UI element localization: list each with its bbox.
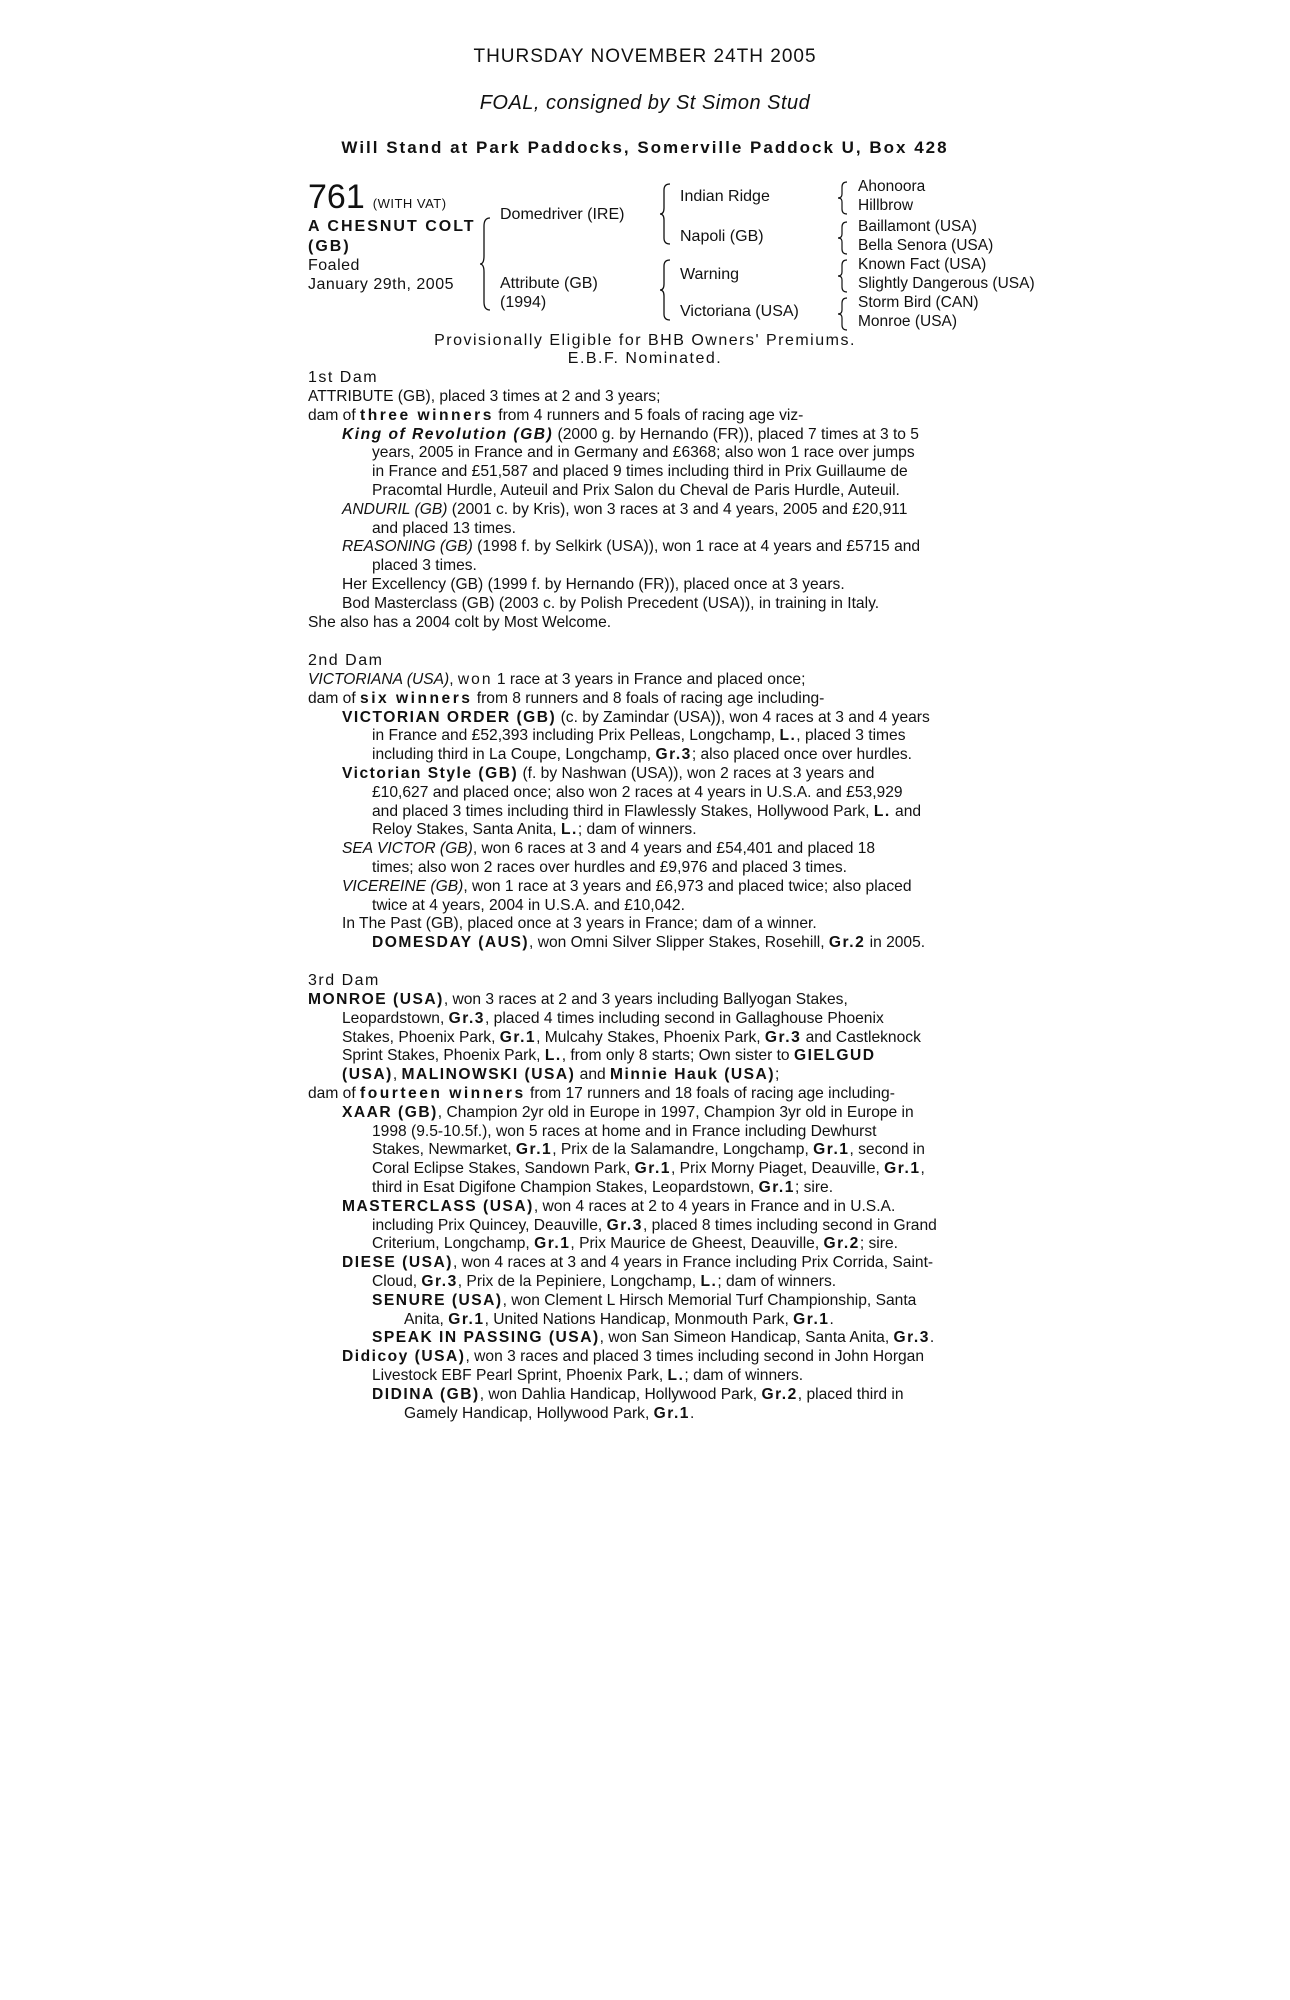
sibling-name: MALINOWSKI (USA): [401, 1066, 576, 1084]
text: including third in La Coupe, Longchamp,: [372, 746, 656, 764]
text: Gamely Handicap, Hollywood Park,: [404, 1404, 654, 1422]
grade: Gr.1: [634, 1160, 671, 1178]
pedigree-brace-3: [660, 258, 674, 322]
pedigree-gen3-4: Bella Senora (USA): [858, 237, 994, 254]
grade: Gr.1: [534, 1235, 571, 1253]
progeny-name: MASTERCLASS (USA): [342, 1197, 534, 1215]
pedigree-brace-5: [838, 220, 850, 256]
text: including Prix Quincey, Deauville,: [372, 1216, 607, 1234]
pedigree-gen3-7: Storm Bird (CAN): [858, 294, 979, 311]
pedigree-sire: Domedriver (IRE): [500, 206, 625, 223]
horse-description: A CHESNUT COLT: [308, 218, 476, 235]
pedigree-brace-1: [480, 216, 494, 312]
text: Stakes, Newmarket,: [372, 1141, 516, 1159]
winners-count: six winners: [360, 689, 473, 707]
record-line: [308, 1010, 988, 1029]
text: Anita,: [404, 1310, 449, 1328]
progeny-name: DIDINA (GB): [372, 1385, 480, 1403]
grade: L.: [873, 802, 891, 820]
grade: Gr.1: [515, 1141, 553, 1159]
text: , won 4 races at 2 to 4 years in France and in U.S.A.: [533, 1197, 896, 1215]
text: Sprint Stakes, Phoenix Park,: [342, 1047, 545, 1065]
text: (f. by Nashwan (USA)), won 2 races at 3 years and: [518, 764, 875, 782]
first-dam-heading: 1st Dam: [308, 369, 379, 386]
text: won: [457, 671, 493, 688]
progeny-line: £10,627 and placed once; also won 2 races at 4 years in U.S.A. and £53,929: [372, 783, 903, 801]
horse-origin: (GB): [308, 238, 351, 255]
text: .: [929, 1329, 935, 1347]
text: , placed 8 times including second in Grand: [642, 1216, 937, 1234]
progeny-line: [308, 1292, 988, 1311]
pedigree-dam-year: (1994): [500, 294, 547, 311]
text: ; dam of winners.: [684, 1366, 804, 1384]
grade: L.: [667, 1366, 685, 1384]
grade: Gr.3: [764, 1028, 802, 1046]
text: ,: [392, 1066, 402, 1084]
progeny-line: times; also won 2 races over hurdles and £9,976 and placed 3 times.: [372, 858, 848, 876]
progeny-line: [308, 1311, 988, 1330]
text: , Prix Morny Piaget, Deauville,: [670, 1160, 885, 1178]
text: , won Dahlia Handicap, Hollywood Park,: [479, 1385, 762, 1403]
progeny-line: [308, 501, 988, 520]
vat-label: (WITH VAT): [372, 196, 447, 211]
progeny-line: [308, 1217, 988, 1236]
text: , Champion 2yr old in Europe in 1997, Champion 3yr old in Europe in: [437, 1103, 914, 1121]
text: ,: [449, 671, 458, 688]
text: , placed 4 times including second in Gallaghouse Phoenix: [484, 1009, 884, 1027]
progeny-line: [308, 878, 988, 897]
progeny-line: [308, 1367, 988, 1386]
pedigree-sire-sire: Indian Ridge: [680, 188, 770, 205]
progeny-line: [308, 1104, 988, 1123]
first-dam-section: [308, 388, 988, 632]
progeny-line: [308, 1235, 988, 1254]
eligibility-line-2: E.B.F. Nominated.: [567, 350, 723, 367]
third-dam-record: [308, 991, 988, 1010]
progeny-line: [308, 1273, 988, 1292]
progeny-line: [308, 821, 988, 840]
progeny-line: [308, 803, 988, 822]
text: in 2005.: [865, 934, 926, 952]
pedigree-gen3-2: Hillbrow: [858, 197, 914, 214]
record-line: [308, 1029, 988, 1048]
progeny-line: [308, 1329, 988, 1348]
grade: Gr.1: [448, 1310, 485, 1328]
progeny-name: DOMESDAY (AUS): [372, 934, 530, 952]
text: , from only 8 starts; Own sister to: [561, 1047, 794, 1065]
stand-location: Will Stand at Park Paddocks, Somerville Paddock U, Box 428: [341, 138, 949, 157]
sibling-name: Minnie Hauk (USA): [610, 1066, 776, 1084]
third-dam-heading: 3rd Dam: [308, 972, 380, 989]
lot-header: [308, 178, 447, 217]
progeny-name: VICTORIAN ORDER (GB): [342, 708, 557, 726]
grade: L.: [544, 1047, 562, 1065]
second-dam-heading: 2nd Dam: [308, 652, 384, 669]
progeny-line: [308, 1348, 988, 1367]
text: Livestock EBF Pearl Sprint, Phoenix Park,: [372, 1366, 668, 1384]
text: (1998 f. by Selkirk (USA)), won 1 race at 4 years and £5715 and: [472, 538, 921, 556]
progeny-line: placed 3 times.: [372, 557, 477, 575]
consignment-line: FOAL, consigned by St Simon Stud: [479, 92, 811, 114]
text: , won Omni Silver Slipper Stakes, Rosehill,: [529, 934, 829, 952]
sale-date: THURSDAY NOVEMBER 24TH 2005: [473, 46, 817, 67]
text: , United Nations Handicap, Monmouth Park,: [484, 1310, 794, 1328]
pedigree-gen3-1: Ahonoora: [858, 178, 926, 195]
grade: Gr.1: [758, 1178, 795, 1196]
grade: Gr.3: [606, 1216, 643, 1234]
grade: Gr.1: [793, 1310, 830, 1328]
grade: Gr.2: [761, 1385, 798, 1403]
progeny-line: 1998 (9.5-10.5f.), won 5 races at home and in France including Dewhurst: [372, 1122, 877, 1140]
pedigree-gen3-5: Known Fact (USA): [858, 256, 987, 273]
pedigree-gen3-3: Baillamont (USA): [858, 218, 977, 235]
pedigree-gen3-6: Slightly Dangerous (USA): [858, 275, 1035, 292]
grade: Gr.3: [893, 1329, 930, 1347]
eligibility-line-1: Provisionally Eligible for BHB Owners' Premiums.: [434, 332, 856, 349]
text: .: [689, 1404, 695, 1422]
text: (2001 c. by Kris), won 3 races at 3 and 4 years, 2005 and £20,911: [447, 500, 908, 518]
progeny-line: and placed 13 times.: [372, 519, 516, 537]
winners-count: three winners: [360, 406, 494, 424]
progeny-line: [308, 765, 988, 784]
grade: Gr.3: [421, 1272, 458, 1290]
dam-name: VICTORIANA (USA): [308, 671, 450, 688]
progeny-line: [308, 1386, 988, 1405]
grade: Gr.3: [448, 1009, 485, 1027]
third-dam-produce: [308, 1085, 988, 1104]
pedigree-dam-dam: Victoriana (USA): [680, 303, 799, 320]
text: , placed 3 times: [796, 727, 906, 745]
pedigree-dam-sire: Warning: [680, 266, 739, 283]
text: , won 3 races and placed 3 times including second in John Horgan: [465, 1348, 925, 1366]
text: Coral Eclipse Stakes, Sandown Park,: [372, 1160, 635, 1178]
text: (c. by Zamindar (USA)), won 4 races at 3 and 4 years: [556, 708, 930, 726]
third-dam-section: [308, 991, 988, 1423]
text: and: [890, 802, 922, 820]
progeny-name: SEA VICTOR (GB): [342, 840, 473, 858]
progeny-line: [308, 538, 988, 557]
progeny-line: [308, 426, 988, 445]
text: 1 race at 3 years in France and placed once;: [492, 671, 806, 688]
text: , Mulcahy Stakes, Phoenix Park,: [536, 1028, 765, 1046]
text: Reloy Stakes, Santa Anita,: [372, 821, 561, 839]
progeny-line: [308, 1254, 988, 1273]
foaled-date: January 29th, 2005: [308, 276, 454, 293]
text: ; sire.: [859, 1235, 898, 1253]
text: ; dam of winners.: [577, 821, 697, 839]
first-dam-record: ATTRIBUTE (GB), placed 3 times at 2 and 3 years;: [308, 388, 661, 405]
progeny-name: Victorian Style (GB): [342, 764, 519, 782]
text: dam of: [308, 1084, 361, 1102]
progeny-line: [308, 709, 988, 728]
second-dam-record: [308, 671, 988, 690]
text: ; sire.: [794, 1178, 834, 1196]
progeny-name: REASONING (GB): [342, 538, 473, 556]
winners-count: fourteen winners: [360, 1084, 526, 1102]
progeny-line: [308, 1198, 988, 1217]
text: (2000 g. by Hernando (FR)), placed 7 times at 3 to 5: [553, 425, 919, 443]
text: from 8 runners and 8 foals of racing age including-: [472, 689, 825, 707]
progeny-name: SENURE (USA): [372, 1291, 503, 1309]
text: , Prix de la Salamandre, Longchamp,: [552, 1141, 814, 1159]
text: in France and £52,393 including Prix Pelleas, Longchamp,: [372, 727, 780, 745]
grade: L.: [560, 821, 578, 839]
text: ; also placed once over hurdles.: [691, 746, 913, 764]
progeny-line: [308, 1405, 988, 1424]
text: Leopardstown,: [342, 1009, 449, 1027]
text: ; dam of winners.: [717, 1272, 837, 1290]
text: third in Esat Digifone Champion Stakes, Leopardstown,: [372, 1178, 759, 1196]
text: , won 3 races at 2 and 3 years including Ballyogan Stakes,: [443, 991, 848, 1008]
grade: Gr.1: [813, 1141, 850, 1159]
pedigree-brace-7: [838, 296, 850, 332]
grade: L.: [779, 727, 797, 745]
grade: Gr.3: [655, 746, 692, 764]
dam-name: MONROE (USA): [308, 991, 444, 1008]
text: .: [829, 1310, 834, 1328]
first-dam-produce: [308, 407, 988, 426]
second-dam-section: [308, 671, 988, 953]
record-line: [308, 1066, 988, 1085]
pedigree-dam: Attribute (GB): [500, 275, 598, 292]
text: and Castleknock: [801, 1028, 921, 1046]
record-line: [308, 1047, 988, 1066]
second-dam-produce: [308, 690, 988, 709]
progeny-line: in France and £51,587 and placed 9 times including third in Prix Guillaume de: [372, 463, 908, 481]
lot-number: 761: [308, 178, 365, 216]
text: dam of: [308, 689, 361, 707]
grade: Gr.1: [653, 1404, 690, 1422]
text: ,: [920, 1160, 925, 1178]
progeny-line: twice at 4 years, 2004 in U.S.A. and £10,042.: [372, 896, 685, 914]
text: ;: [775, 1066, 780, 1084]
grade: Gr.2: [823, 1235, 860, 1253]
grade: Gr.2: [828, 934, 866, 952]
text: , placed third in: [797, 1385, 904, 1403]
text: and: [575, 1066, 611, 1084]
progeny-line: years, 2005 in France and in Germany and £6368; also won 1 race over jumps: [372, 444, 915, 462]
text: from 4 runners and 5 foals of racing age viz-: [493, 406, 804, 424]
text: , won 4 races at 3 and 4 years in France including Prix Corrida, Saint-: [452, 1254, 934, 1272]
foaled-label: Foaled: [308, 257, 360, 274]
text: Cloud,: [372, 1272, 422, 1290]
progeny-name: SPEAK IN PASSING (USA): [372, 1329, 600, 1347]
text: dam of: [308, 406, 361, 424]
pedigree-brace-6: [838, 258, 850, 294]
progeny-name: XAAR (GB): [342, 1103, 438, 1121]
progeny-line: [308, 934, 988, 953]
progeny-name: King of Revolution (GB): [342, 425, 554, 443]
text: Criterium, Longchamp,: [372, 1235, 535, 1253]
progeny-line: [308, 840, 988, 859]
text: from 17 runners and 18 foals of racing age including-: [525, 1084, 895, 1102]
text: , won 6 races at 3 and 4 years and £54,401 and placed 18: [472, 840, 876, 858]
progeny-name: ANDURIL (GB): [342, 500, 448, 518]
text: Stakes, Phoenix Park,: [342, 1028, 500, 1046]
progeny-line: Her Excellency (GB) (1999 f. by Hernando (FR)), placed once at 3 years.: [342, 575, 845, 593]
grade: Gr.1: [884, 1160, 921, 1178]
progeny-line: Bod Masterclass (GB) (2003 c. by Polish Precedent (USA)), in training in Italy.: [342, 594, 880, 612]
pedigree-gen3-8: Monroe (USA): [858, 313, 958, 330]
pedigree-sire-dam: Napoli (GB): [680, 228, 764, 245]
text: , won Clement L Hirsch Memorial Turf Championship, Santa: [502, 1291, 917, 1309]
text: , Prix Maurice de Gheest, Deauville,: [570, 1235, 824, 1253]
progeny-line: She also has a 2004 colt by Most Welcome.: [308, 613, 612, 631]
text: , won 1 race at 3 years and £6,973 and placed twice; also placed: [463, 877, 912, 895]
sibling-name: (USA): [342, 1066, 393, 1084]
progeny-name: DIESE (USA): [342, 1254, 453, 1272]
progeny-line: [308, 1179, 988, 1198]
grade: Gr.1: [499, 1028, 537, 1046]
progeny-line: Pracomtal Hurdle, Auteuil and Prix Salon du Cheval de Paris Hurdle, Auteuil.: [372, 481, 900, 499]
text: , Prix de la Pepiniere, Longchamp,: [457, 1272, 701, 1290]
progeny-line: [308, 1141, 988, 1160]
progeny-line: [308, 746, 988, 765]
text: , second in: [849, 1141, 925, 1159]
progeny-line: In The Past (GB), placed once at 3 years in France; dam of a winner.: [342, 915, 817, 933]
text: , won San Simeon Handicap, Santa Anita,: [599, 1329, 894, 1347]
text: and placed 3 times including third in Flawlessly Stakes, Hollywood Park,: [372, 802, 874, 820]
progeny-line: [308, 727, 988, 746]
progeny-name: VICEREINE (GB): [342, 877, 464, 895]
progeny-line: [308, 1160, 988, 1179]
progeny-name: Didicoy (USA): [342, 1348, 466, 1366]
sibling-name: GIELGUD: [793, 1047, 876, 1065]
pedigree-brace-2: [660, 182, 674, 246]
grade: L.: [700, 1272, 718, 1290]
pedigree-brace-4: [838, 180, 850, 216]
